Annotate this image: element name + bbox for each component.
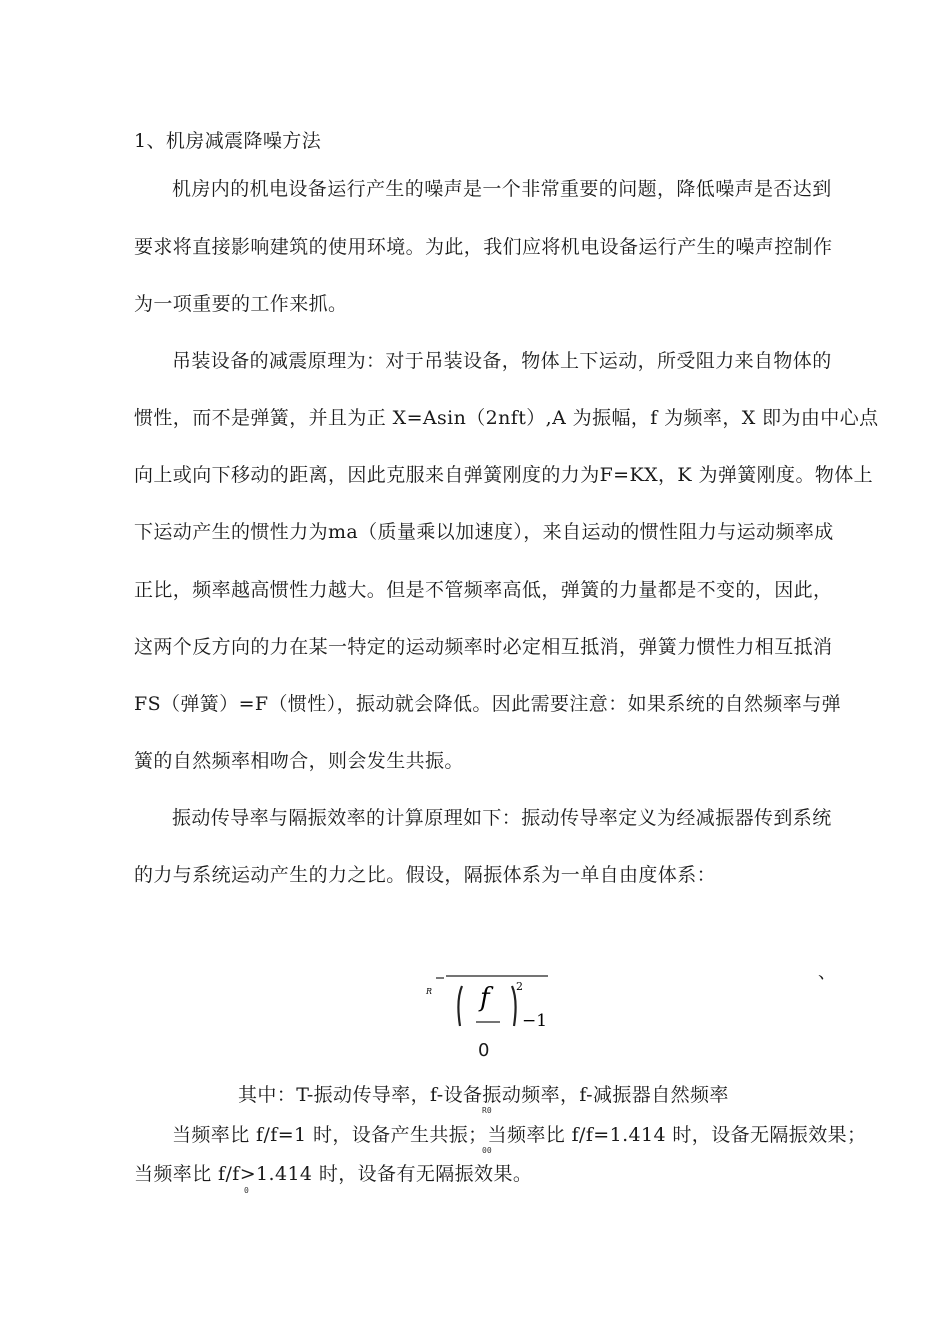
- ratio-line-1: 当频率比 f/f=1 时，设备产生共振；当频率比 f/f=1.414 时，设备无隔振效果；: [172, 1124, 867, 1146]
- paragraph-line: 的力与系统运动产生的力之比。假设，隔振体系为一单自由度体系：: [134, 864, 717, 886]
- formula-r-label: R: [426, 987, 433, 996]
- paragraph-line: 机房内的机电设备运行产生的噪声是一个非常重要的问题，降低噪声是否达到: [172, 178, 832, 200]
- formula-f-symbol: f: [480, 983, 490, 1013]
- formula-minus-one: −1: [522, 1011, 548, 1031]
- paragraph-line: 吊装设备的减震原理为：对于吊装设备，物体上下运动，所受阻力来自物体的: [172, 350, 832, 372]
- definitions-line: 其中：T-振动传导率，f-设备振动频率，f-减振器自然频率: [238, 1084, 729, 1106]
- paragraph-line: 正比，频率越高惯性力越大。但是不管频率高低，弹簧的力量都是不变的，因此，: [134, 579, 833, 601]
- formula-exponent: 2: [516, 980, 523, 993]
- paragraph-line: 这两个反方向的力在某一特定的运动频率时必定相互抵消，弹簧力惯性力相互抵消: [134, 636, 833, 658]
- paragraph-line: 要求将直接影响建筑的使用环境。为此，我们应将机电设备运行产生的噪声控制作: [134, 236, 833, 258]
- paragraph-line: 簧的自然频率相吻合，则会发生共振。: [134, 750, 464, 772]
- transmissibility-formula: [420, 960, 560, 1032]
- subscript-00: 00: [482, 1146, 492, 1155]
- paragraph-line: 惯性，而不是弹簧，并且为正 X=Asin（2nft）,A 为振幅，f 为频率，X 即为由中心点: [134, 407, 879, 429]
- paragraph-line: 为一项重要的工作来抓。: [134, 293, 348, 315]
- paragraph-line: 下运动产生的惯性力为ma（质量乘以加速度），来自运动的惯性阻力与运动频率成: [134, 521, 834, 543]
- formula-zero-label: 0: [478, 1040, 490, 1061]
- subscript-r0: R0: [482, 1106, 492, 1115]
- ratio-line-2: 当频率比 f/f>1.414 时，设备有无隔振效果。: [134, 1163, 533, 1185]
- subscript-0: 0: [244, 1186, 249, 1195]
- stray-mark: 、: [818, 962, 836, 983]
- paragraph-line: 振动传导率与隔振效率的计算原理如下：振动传导率定义为经减振器传到系统: [172, 807, 832, 829]
- paragraph-line: FS（弹簧）=F（惯性），振动就会降低。因此需要注意：如果系统的自然频率与弹: [134, 693, 842, 715]
- section-heading: 1、机房减震降噪方法: [134, 130, 322, 152]
- paragraph-line: 向上或向下移动的距离，因此克服来自弹簧刚度的力为F=KX，K 为弹簧刚度。物体上: [134, 464, 874, 486]
